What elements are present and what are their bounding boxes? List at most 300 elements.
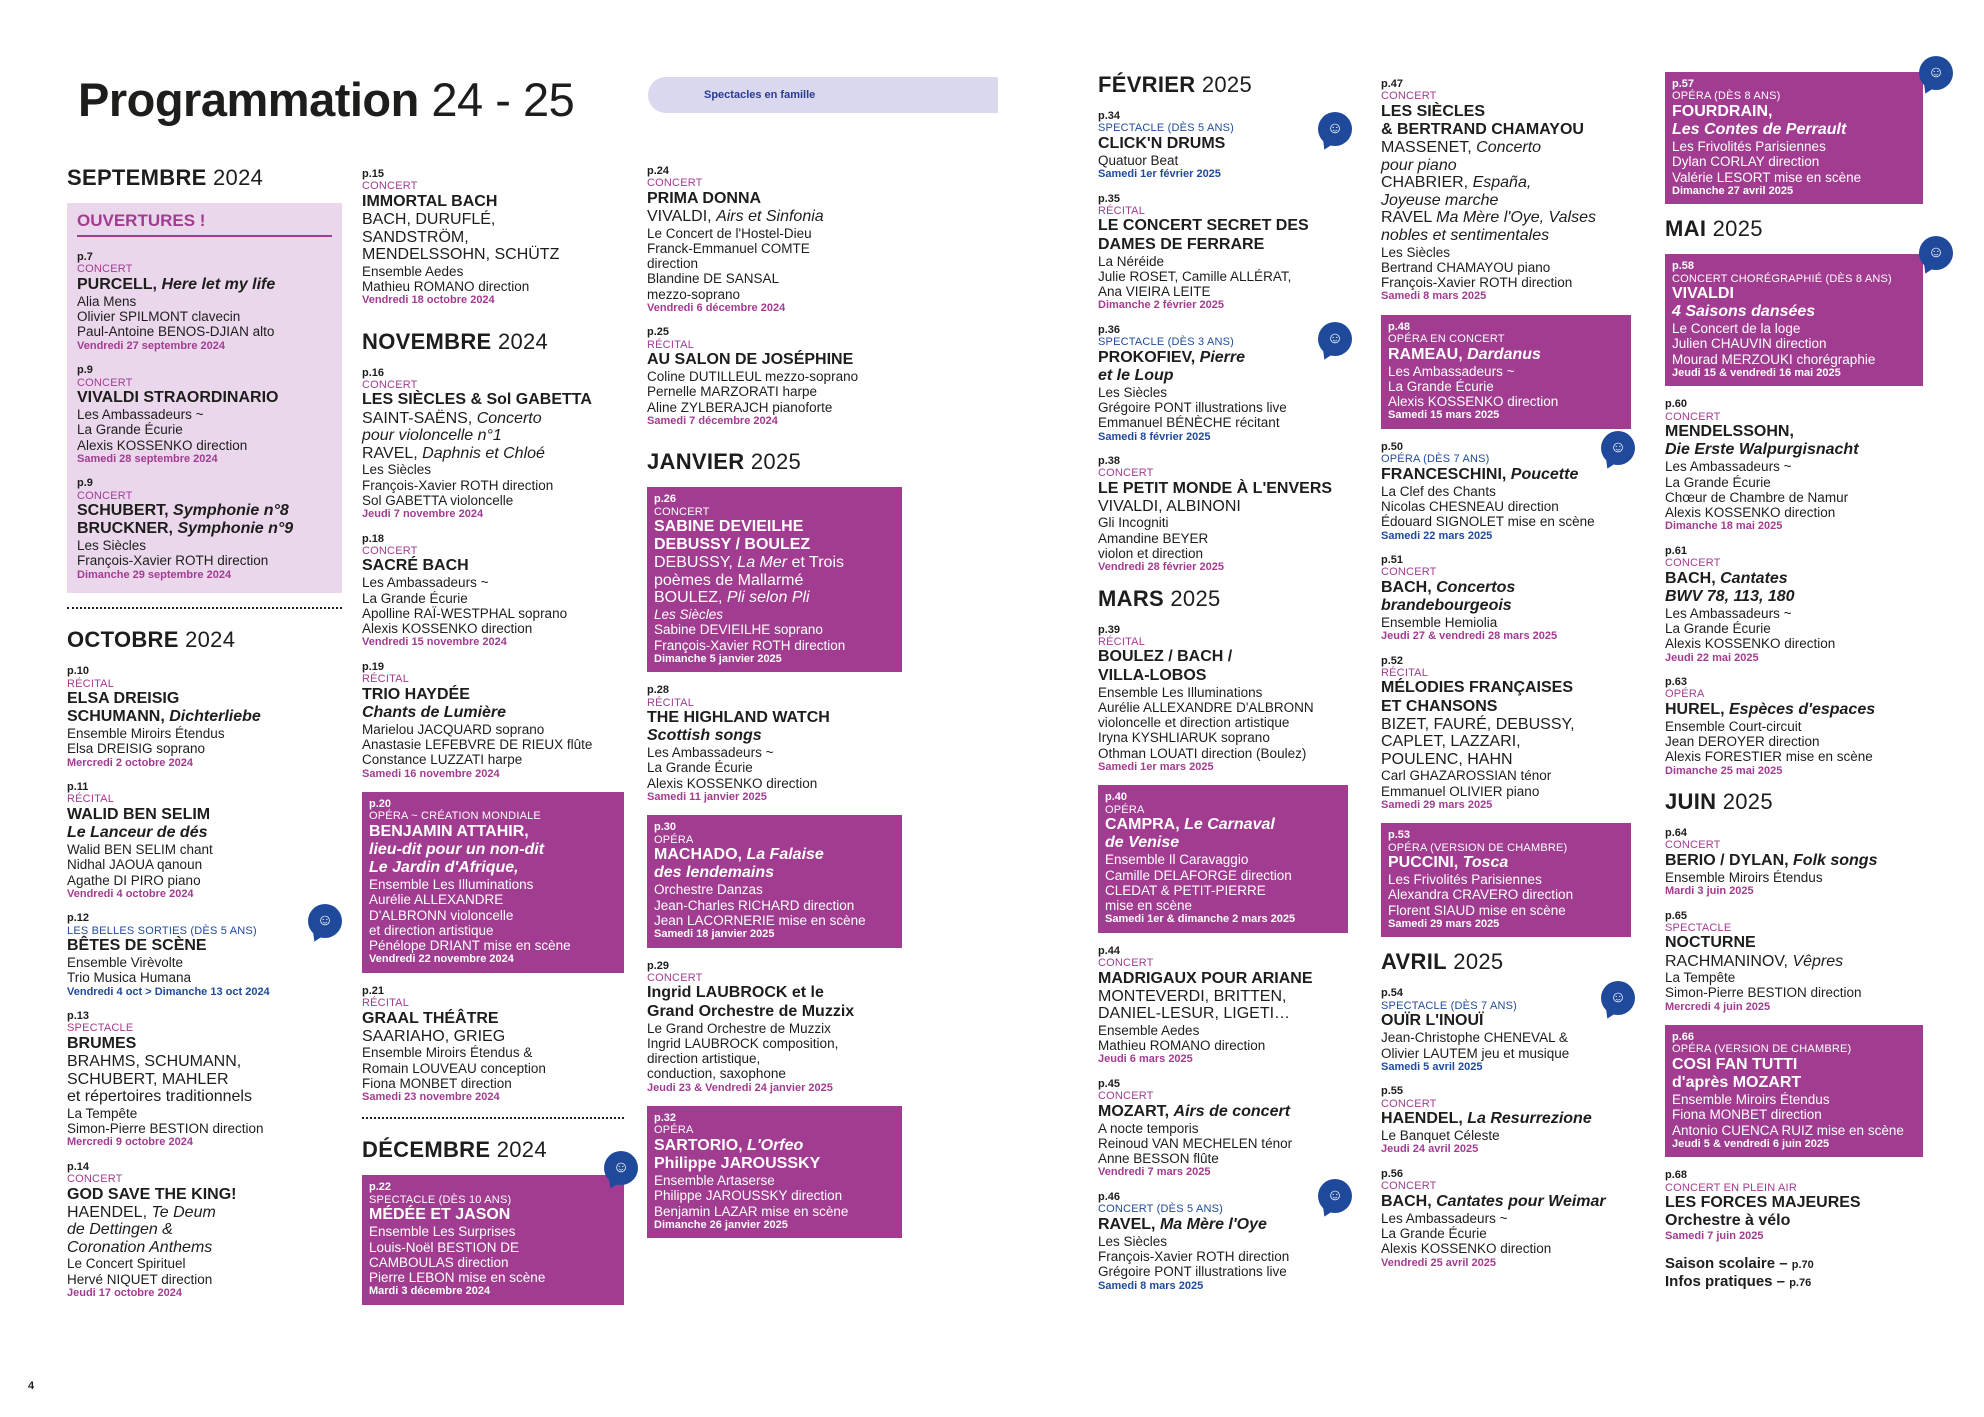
event-category: CONCERT	[1665, 839, 1721, 852]
event-date: Jeudi 22 mai 2025	[1665, 651, 1759, 664]
event-category: CONCERT	[77, 376, 133, 389]
event-date: Jeudi 15 & vendredi 16 mai 2025	[1672, 366, 1841, 379]
event-title-part: Le Carnaval	[1184, 816, 1275, 834]
event-title	[1098, 349, 1348, 367]
event-title-part: HUREL,	[1665, 700, 1729, 718]
event-performer: La Grande Écurie	[362, 590, 468, 606]
dotted-separator	[67, 607, 342, 609]
event-date: Jeudi 27 & vendredi 28 mars 2025	[1381, 630, 1558, 643]
event-date: Jeudi 17 octobre 2024	[67, 1286, 182, 1299]
page-ref: p.25	[647, 326, 670, 339]
event-program-part: nobles et sentimentales	[1381, 226, 1550, 244]
event-title	[1098, 217, 1348, 235]
month-heading	[1098, 586, 1348, 612]
event-performer: Ensemble Les Illuminations	[1098, 684, 1263, 700]
event-program	[67, 1088, 342, 1106]
event-title	[1665, 423, 1923, 441]
event-item	[1098, 624, 1348, 774]
event-item	[67, 912, 342, 998]
event-performer: Benjamin LAZAR mise en scène	[654, 1203, 849, 1219]
month-year: 2024	[178, 627, 236, 653]
event-performer: Alexis KOSSENKO direction	[1388, 394, 1559, 410]
event-program-part: Vêpres	[1792, 952, 1844, 970]
event-title-part: FRANCESCHINI,	[1381, 465, 1511, 483]
month-year: 2025	[744, 449, 802, 475]
event-item	[362, 661, 624, 780]
event-performer: direction artistique,	[647, 1051, 761, 1067]
event-title	[1381, 121, 1631, 139]
event-title-part: COSI FAN TUTTI	[1672, 1055, 1798, 1073]
event-title	[1098, 1216, 1348, 1234]
month-heading	[1381, 949, 1631, 975]
event-title-part: PRIMA DONNA	[647, 189, 762, 207]
event-category: CONCERT	[654, 505, 710, 518]
month-heading	[67, 627, 342, 653]
family-icon: ☺	[1318, 322, 1352, 356]
event-program-part: SAARIAHO, GRIEG	[362, 1027, 506, 1045]
event-date: Samedi 8 mars 2025	[1381, 290, 1487, 303]
page-ref: p.56	[1381, 1167, 1404, 1180]
page-ref: p.20	[369, 798, 392, 811]
event-performer: Les Siècles	[1381, 244, 1451, 260]
event-performer: Marielou JACQUARD soprano	[362, 721, 545, 737]
event-program-part: RAVEL	[1381, 209, 1437, 227]
event-performer: violon et direction	[1098, 545, 1204, 561]
event-program	[362, 427, 624, 445]
event-title	[1665, 701, 1923, 719]
month-heading	[1665, 216, 1923, 242]
event-title-part: PURCELL,	[77, 275, 162, 293]
event-performer: Valérie LESORT mise en scène	[1672, 169, 1862, 185]
event-title	[67, 1186, 342, 1204]
event-title	[1665, 934, 1923, 952]
event-title	[1381, 1012, 1631, 1030]
event-performer: Aurélie ALLEXANDRE	[369, 892, 504, 908]
event-performer: Ensemble Les Illuminations	[369, 877, 534, 893]
page-ref: p.7	[77, 251, 93, 263]
event-title-part: CLICK'N DRUMS	[1098, 134, 1226, 152]
event-performer: Les Ambassadeurs ~	[1381, 1210, 1508, 1226]
event-title	[369, 823, 617, 841]
event-performer: Carl GHAZAROSSIAN ténor	[1381, 768, 1552, 784]
event-category: CONCERT	[1098, 957, 1154, 970]
event-category: CONCERT	[1665, 557, 1721, 570]
event-performer: Les Ambassadeurs ~	[1665, 459, 1792, 475]
event-performer: Ensemble Miroirs Étendus	[1672, 1092, 1830, 1108]
event-program-part: BRAHMS, SCHUMANN,	[67, 1052, 242, 1070]
event-performer: Ensemble Les Surprises	[369, 1224, 516, 1240]
event-date: Samedi 1er février 2025	[1098, 168, 1221, 181]
event-date: Vendredi 4 octobre 2024	[67, 887, 194, 900]
footer-link-label: Infos pratiques –	[1665, 1272, 1790, 1290]
event-item	[647, 326, 902, 427]
event-title	[1381, 579, 1631, 597]
event-performer: La Tempête	[67, 1105, 138, 1121]
event-performer: Othman LOUATI direction (Boulez)	[1098, 745, 1307, 761]
event-performer: La Grande Écurie	[1388, 378, 1494, 394]
event-title-part: Pierre	[1199, 348, 1246, 366]
event-item	[647, 815, 902, 947]
event-performer: mezzo-soprano	[647, 286, 741, 302]
event-performer: Julien CHAUVIN direction	[1672, 336, 1827, 352]
event-title-part: DAMES DE FERRARE	[1098, 235, 1265, 253]
event-category: CONCERT	[1665, 410, 1721, 423]
event-title-part: des lendemains	[654, 864, 775, 882]
event-item	[1665, 64, 1945, 204]
event-item	[647, 684, 902, 803]
event-performer: Philippe JAROUSSKY direction	[654, 1188, 843, 1204]
event-title	[1098, 135, 1348, 153]
month-heading	[1665, 789, 1923, 815]
page-ref: p.39	[1098, 623, 1121, 636]
event-category: LES BELLES SORTIES (DÈS 5 ANS)	[67, 924, 257, 937]
event-title-part: Le Jardin d'Afrique,	[369, 859, 519, 877]
event-title-part: BACH,	[1381, 1192, 1437, 1210]
event-program-part: DANIEL-LESUR, LIGETI…	[1098, 1005, 1291, 1023]
event-title-part: Dichterliebe	[169, 708, 261, 726]
page-ref: p.19	[362, 660, 385, 673]
page-ref: p.64	[1665, 827, 1688, 840]
event-title-part: Grand Orchestre de Muzzix	[647, 1002, 855, 1020]
event-category: OPÉRA (DÈS 8 ANS)	[1672, 90, 1781, 103]
event-date: Vendredi 28 février 2025	[1098, 561, 1224, 574]
event-title-part: Poucette	[1510, 465, 1579, 483]
event-performer: Le Grand Orchestre de Muzzix	[647, 1020, 831, 1036]
event-category: CONCERT (DÈS 5 ANS)	[1098, 1203, 1224, 1216]
event-date: Jeudi 23 & Vendredi 24 janvier 2025	[647, 1081, 833, 1094]
event-date: Samedi 11 janvier 2025	[647, 790, 767, 803]
event-title-part: MÉLODIES FRANÇAISES	[1381, 679, 1574, 697]
event-performer: Alexis KOSSENKO direction	[647, 775, 818, 791]
footer-link-page: p.70	[1791, 1258, 1814, 1271]
event-performer: Nidhal JAOUA qanoun	[67, 857, 203, 873]
event-item	[67, 781, 342, 900]
event-performer: La Grande Écurie	[647, 760, 753, 776]
event-performer: Les Ambassadeurs ~	[647, 745, 774, 761]
event-title	[1388, 346, 1624, 364]
page-ref: p.50	[1381, 440, 1404, 453]
event-date: Samedi 1er & dimanche 2 mars 2025	[1105, 913, 1296, 926]
event-title	[369, 841, 617, 859]
event-title-part: Espèces d'espaces	[1729, 700, 1876, 718]
event-title	[362, 686, 624, 704]
event-performer: Mathieu ROMANO direction	[1098, 1038, 1266, 1054]
event-performer: violoncelle et direction artistique	[1098, 715, 1290, 731]
event-title	[1665, 588, 1923, 606]
event-performer: Walid BEN SELIM chant	[67, 842, 213, 858]
family-icon: ☺	[1919, 236, 1953, 270]
event-item	[1665, 545, 1923, 664]
ouvertures-box	[67, 203, 342, 593]
event-program-part: BIZET, FAURÉ, DEBUSSY,	[1381, 715, 1575, 733]
event-item	[1665, 1025, 1923, 1157]
event-category: RÉCITAL	[1098, 205, 1146, 218]
month-heading	[1098, 72, 1348, 98]
event-performer: Les Siècles	[77, 538, 147, 554]
event-date: Samedi 28 septembre 2024	[77, 452, 218, 465]
event-date: Samedi 18 janvier 2025	[654, 928, 775, 941]
event-performer: Olivier SPILMONT clavecin	[77, 309, 241, 325]
event-title	[1381, 698, 1631, 716]
event-performer: François-Xavier ROTH direction	[654, 637, 846, 653]
page-ref: p.58	[1672, 260, 1695, 273]
event-performer: Emmanuel BÉNÈCHE récitant	[1098, 415, 1280, 431]
page-ref: p.16	[362, 366, 385, 379]
month-year: 2025	[1716, 789, 1773, 815]
event-title-part: Cantates	[1720, 569, 1788, 587]
event-category: CONCERT	[77, 489, 133, 502]
month-year: 2025	[1706, 216, 1763, 242]
event-performer: conduction, saxophone	[647, 1066, 786, 1082]
event-category: OPÉRA (DÈS 7 ANS)	[1381, 453, 1490, 466]
event-performer: Paul-Antoine BENOS-DJIAN alto	[77, 324, 275, 340]
event-program	[1381, 751, 1631, 769]
event-performer: Chœur de Chambre de Namur	[1665, 489, 1849, 505]
event-title	[1381, 103, 1631, 121]
event-date: Jeudi 6 mars 2025	[1098, 1053, 1193, 1066]
event-item	[77, 364, 332, 465]
event-title	[369, 859, 617, 877]
event-performer: La Grande Écurie	[77, 422, 183, 438]
event-title	[1381, 466, 1631, 484]
month-year: 2024	[491, 328, 549, 354]
event-program	[67, 1204, 342, 1222]
event-date: Dimanche 5 janvier 2025	[654, 652, 782, 665]
event-category: OPÉRA	[654, 1124, 694, 1137]
event-item	[1098, 1186, 1348, 1292]
event-title-part: BÊTES DE SCÈNE	[67, 937, 207, 955]
event-performer: La Grande Écurie	[1665, 474, 1771, 490]
event-item	[1381, 823, 1631, 937]
event-performer: Alexis FORESTIER mise en scène	[1665, 749, 1873, 765]
event-performer: Simon-Pierre BESTION direction	[1665, 985, 1862, 1001]
event-program-part: VIVALDI,	[647, 207, 717, 225]
event-performer: Ensemble Miroirs Étendus	[1665, 869, 1823, 885]
event-item	[1381, 78, 1631, 303]
event-title-part: SARTORIO,	[654, 1136, 748, 1154]
event-program	[654, 572, 895, 590]
event-program-part: et Trois	[787, 554, 844, 572]
event-title-part: VILLA-LOBOS	[1098, 666, 1207, 684]
event-title	[654, 1137, 895, 1155]
event-title	[1672, 121, 1916, 139]
spacer	[647, 439, 902, 445]
event-performer: Hervé NIQUET direction	[67, 1271, 213, 1287]
event-item	[1381, 438, 1631, 542]
event-program-part: Daphnis et Chloé	[422, 444, 545, 462]
event-performer: Ensemble Il Caravaggio	[1105, 852, 1249, 868]
month-year: 2025	[1195, 72, 1253, 97]
event-program	[1381, 733, 1631, 751]
event-program-part: pour violoncelle n°1	[362, 427, 502, 445]
event-item	[1665, 827, 1923, 898]
event-program	[1381, 139, 1631, 157]
event-performer: Alexis KOSSENKO direction	[1665, 505, 1836, 521]
event-program-part: Pli selon Pli	[726, 589, 810, 607]
event-title	[1105, 834, 1341, 852]
event-performer: Gli Incogniti	[1098, 515, 1169, 531]
event-performer: Pierre LEBON mise en scène	[369, 1270, 546, 1286]
page-ref: p.46	[1098, 1190, 1121, 1203]
month-name: JANVIER	[647, 449, 745, 475]
event-title-part: Concertos	[1436, 578, 1516, 596]
page-ref: p.51	[1381, 553, 1404, 566]
event-performer: Simon-Pierre BESTION direction	[67, 1121, 264, 1136]
page-ref: p.32	[654, 1112, 677, 1124]
event-title-part: ELSA DREISIG	[67, 689, 180, 707]
event-title-part: MADRIGAUX POUR ARIANE	[1098, 969, 1313, 987]
event-date: Dimanche 2 février 2025	[1098, 299, 1224, 312]
event-title	[77, 276, 332, 294]
event-date: Dimanche 29 septembre 2024	[77, 568, 232, 581]
event-date: Jeudi 24 avril 2025	[1381, 1143, 1479, 1156]
event-date: Vendredi 25 avril 2025	[1381, 1256, 1496, 1269]
event-title	[1381, 1193, 1631, 1211]
event-category: RÉCITAL	[1381, 667, 1429, 680]
event-category: CONCERT EN PLEIN AIR	[1665, 1181, 1797, 1194]
event-title-part: THE HIGHLAND WATCH	[647, 709, 830, 727]
event-category: CONCERT	[1381, 1097, 1437, 1110]
event-item	[362, 985, 624, 1104]
event-program	[1098, 988, 1348, 1006]
event-category: SPECTACLE (DÈS 3 ANS)	[1098, 336, 1235, 349]
event-performer: Ensemble Court-circuit	[1665, 718, 1802, 734]
page-ref: p.52	[1381, 654, 1404, 667]
page-ref: p.66	[1672, 1031, 1695, 1044]
family-icon: ☺	[604, 1151, 638, 1185]
event-performer: François-Xavier ROTH direction	[362, 477, 554, 493]
event-title-part: ET CHANSONS	[1381, 697, 1498, 715]
month-year: 2024	[206, 165, 264, 190]
event-date: Samedi 16 novembre 2024	[362, 767, 500, 780]
family-legend	[648, 77, 998, 113]
event-item	[647, 487, 902, 672]
event-item	[1665, 1169, 1923, 1242]
event-title-part: BWV 78, 113, 180	[1665, 587, 1795, 605]
event-title-part: AU SALON DE JOSÉPHINE	[647, 351, 854, 369]
page-ref: p.38	[1098, 454, 1121, 467]
event-title	[1672, 285, 1916, 303]
event-title	[1665, 1194, 1923, 1212]
event-program-part: Ma Mère l'Oye, Valses	[1436, 209, 1596, 227]
event-title-part: SACRÉ BACH	[362, 557, 469, 575]
event-date: Vendredi 27 septembre 2024	[77, 339, 225, 352]
event-title-part: SABINE DEVIEILHE	[654, 518, 804, 536]
page-ref: p.12	[67, 912, 90, 925]
page-ref: p.36	[1098, 323, 1121, 336]
event-performer: La Tempête	[1665, 970, 1736, 986]
event-title-part: Here let my life	[161, 275, 276, 293]
event-performer: Alexis KOSSENKO direction	[362, 621, 533, 637]
event-item	[647, 165, 902, 314]
footer-link[interactable]	[1665, 1273, 1923, 1291]
event-program-part: Les Siècles	[654, 607, 724, 623]
event-title	[77, 520, 332, 538]
event-title-part: LE PETIT MONDE À L'ENVERS	[1098, 479, 1333, 497]
event-date: Samedi 5 avril 2025	[1381, 1060, 1483, 1073]
page-ref: p.35	[1098, 192, 1121, 205]
event-performer: Ensemble Artaserse	[654, 1173, 775, 1188]
event-performer: Le Concert Spirituel	[67, 1256, 186, 1272]
footer-link[interactable]	[1665, 1255, 1923, 1273]
event-title-part: Ingrid LAUBROCK et le	[647, 984, 824, 1002]
event-program-part: de Dettingen &	[67, 1221, 173, 1239]
event-performer: Florent SIAUD mise en scène	[1388, 902, 1566, 918]
event-title	[1381, 1110, 1631, 1128]
event-item	[1098, 193, 1348, 312]
event-title-part: Scottish songs	[647, 727, 762, 745]
event-performer: Antonio CUENCA RUIZ mise en scène	[1672, 1122, 1904, 1138]
event-category: CONCERT	[362, 180, 418, 193]
event-performer: Emmanuel OLIVIER piano	[1381, 783, 1540, 799]
event-item	[362, 533, 624, 649]
footer-link-label: Saison scolaire –	[1665, 1254, 1792, 1272]
page-ref: p.34	[1098, 110, 1121, 122]
event-program	[647, 208, 902, 226]
event-performer: Ensemble Hemiolia	[1381, 614, 1498, 630]
page-ref: p.60	[1665, 398, 1688, 411]
event-title	[1672, 303, 1916, 321]
event-program-part: MONTEVERDI, BRITTEN,	[1098, 987, 1287, 1005]
event-performer: Le Banquet Céleste	[1381, 1128, 1500, 1144]
event-performer: Franck-Emmanuel COMTE	[647, 240, 810, 256]
page-ref: p.54	[1381, 987, 1404, 1000]
page-ref: p.9	[77, 364, 93, 377]
event-program-part: BOULEZ,	[654, 589, 727, 607]
event-category: RÉCITAL	[67, 677, 115, 690]
event-performer: La Grande Écurie	[1665, 621, 1771, 637]
event-date: Vendredi 6 décembre 2024	[647, 301, 786, 314]
event-program	[67, 1071, 342, 1089]
page-ref: p.44	[1098, 944, 1121, 957]
program-column	[1665, 64, 1945, 1291]
event-date: Vendredi 22 novembre 2024	[369, 953, 514, 966]
page-ref: p.18	[362, 532, 385, 545]
event-performer: La Néréide	[1098, 253, 1165, 269]
event-item	[1098, 455, 1348, 574]
event-item	[67, 665, 342, 769]
event-performer: Aurélie ALLEXANDRE D'ALBRONN	[1098, 699, 1314, 715]
event-performer: Aline ZYLBERAJCH pianoforte	[647, 399, 833, 415]
event-title	[1098, 1103, 1348, 1121]
event-title-part: VIVALDI	[1672, 285, 1734, 303]
event-title	[67, 1035, 342, 1053]
event-performer: Sol GABETTA violoncelle	[362, 492, 514, 508]
event-title	[654, 864, 895, 882]
page-ref: p.26	[654, 493, 677, 506]
page-ref: p.9	[77, 477, 93, 490]
event-performer: A nocte temporis	[1098, 1120, 1199, 1136]
event-title-part: BRUMES	[67, 1034, 137, 1052]
month-year: 2025	[1446, 949, 1504, 975]
event-title	[1665, 1212, 1923, 1230]
event-item	[1665, 398, 1923, 532]
event-item	[362, 168, 624, 307]
event-item	[362, 1159, 630, 1304]
page-ref: p.48	[1388, 320, 1411, 333]
page-ref: p.40	[1105, 791, 1128, 804]
event-item	[1381, 655, 1631, 812]
event-performer: Constance LUZZATI harpe	[362, 752, 523, 768]
event-title-part: et le Loup	[1098, 366, 1174, 384]
event-program-part: et répertoires traditionnels	[67, 1088, 252, 1106]
program-column	[1098, 72, 1348, 1304]
event-date: Vendredi 18 octobre 2024	[362, 294, 495, 307]
event-title-part: Orchestre à vélo	[1665, 1212, 1791, 1230]
event-title-part: BOULEZ / BACH /	[1098, 648, 1233, 666]
event-title-part: Les Contes de Perrault	[1672, 120, 1847, 138]
event-program	[1381, 157, 1631, 175]
